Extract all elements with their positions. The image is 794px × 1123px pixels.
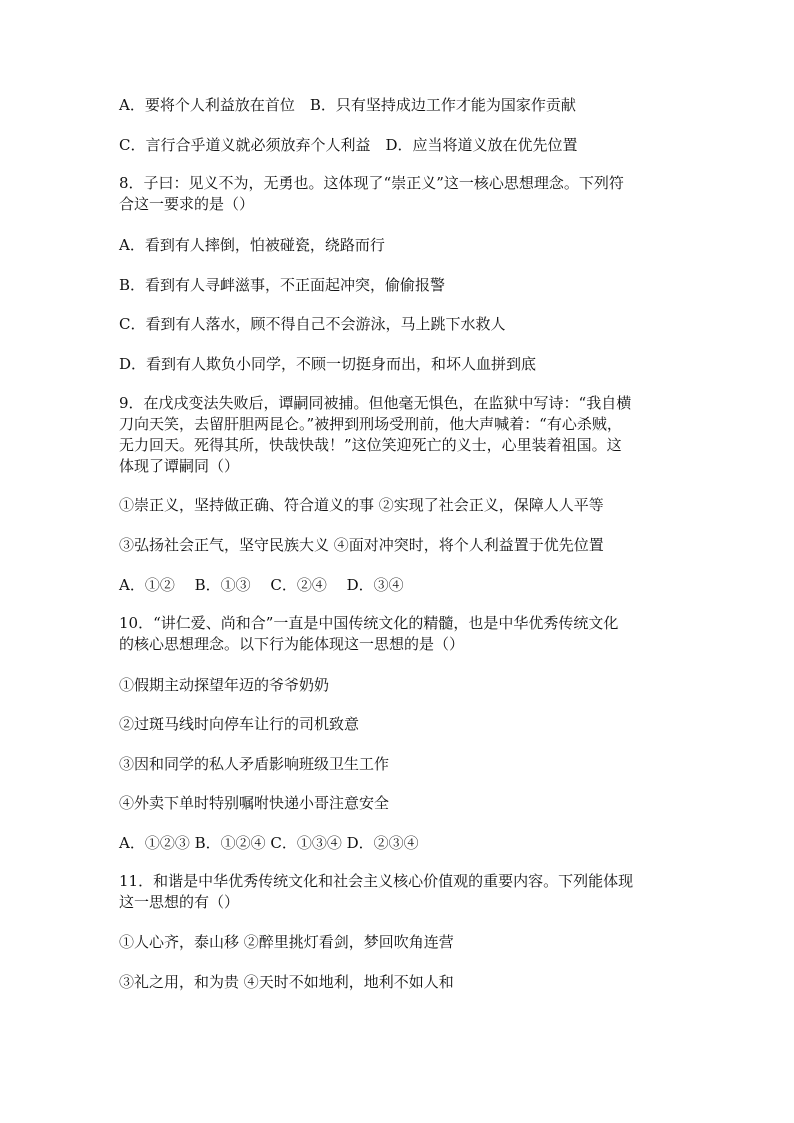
question-11-stem-line-2: 这一思想的有（） [119, 893, 240, 911]
question-8-option-c: C．看到有人落水，顾不得自己不会游泳，马上跳下水救人 [119, 315, 506, 333]
question-10-stem-line-2: 的核心思想理念。以下行为能体现这一思想的是（） [119, 635, 465, 653]
question-10-option-3: ③因和同学的私人矛盾影响班级卫生工作 [119, 755, 390, 773]
question-10-option-1: ①假期主动探望年迈的爷爷奶奶 [119, 676, 330, 694]
question-10-stem-line-1: 10．“讲仁爱、尚和合”一直是中国传统文化的精髓，也是中华优秀传统文化 [119, 614, 619, 632]
question-11 [119, 871, 689, 913]
question-8-option-a: A．看到有人摔倒，怕被碰瓷，绕路而行 [119, 236, 385, 254]
question-8-stem-line-2: 合这一要求的是（） [119, 195, 255, 213]
question-10-option-4: ④外卖下单时特别嘱咐快递小哥注意安全 [119, 794, 390, 812]
q7-options-ab: A．要将个人利益放在首位 B．只有坚持成边工作才能为国家作贡献 [119, 96, 576, 114]
q7-options-cd: C．言行合乎道义就必须放弃个人利益 D．应当将道义放在优先位置 [119, 136, 578, 154]
question-8-option-b: B．看到有人寻衅滋事，不正面起冲突，偷偷报警 [119, 276, 446, 294]
question-9-options-12: ①崇正义，坚持做正确、符合道义的事 ②实现了社会正义，保障人人平等 [119, 496, 604, 514]
question-9-stem-line-1: 9．在戊戌变法失败后，谭嗣同被捕。但他毫无惧色，在监狱中写诗：“我自横 [119, 394, 632, 412]
question-8-option-d: D．看到有人欺负小同学，不顾一切挺身而出，和坏人血拼到底 [119, 355, 537, 373]
question-11-stem-line-1: 11．和谐是中华优秀传统文化和社会主义核心价值观的重要内容。下列能体现 [119, 872, 634, 890]
question-9-stem-line-4: 体现了谭嗣同（） [119, 457, 240, 475]
question-8-stem-line-1: 8．子曰：见义不为，无勇也。这体现了“崇正义”这一核心思想理念。下列符 [119, 174, 624, 192]
question-9-stem-line-3: 无力回天。死得其所，快哉快哉！”这位笑迎死亡的义士，心里装着祖国。这 [119, 436, 622, 454]
question-10-answers: A．①②③ B．①②④ C．①③④ D．②③④ [119, 834, 419, 852]
question-9 [119, 393, 689, 477]
question-11-options-34: ③礼之用，和为贵 ④天时不如地利，地利不如人和 [119, 973, 454, 991]
question-9-answers: A．①② B．①③ C．②④ D．③④ [119, 576, 404, 594]
question-10 [119, 613, 689, 655]
question-11-options-12: ①人心齐，泰山移 ②醉里挑灯看剑，梦回吹角连营 [119, 933, 454, 951]
question-9-options-34: ③弘扬社会正气，坚守民族大义 ④面对冲突时，将个人利益置于优先位置 [119, 536, 604, 554]
question-9-stem-line-2: 刀向天笑，去留肝胆两昆仑。”被押到刑场受刑前，他大声喊着：“有心杀贼， [119, 415, 622, 433]
question-10-option-2: ②过斑马线时向停车让行的司机致意 [119, 715, 360, 733]
question-8 [119, 173, 689, 215]
